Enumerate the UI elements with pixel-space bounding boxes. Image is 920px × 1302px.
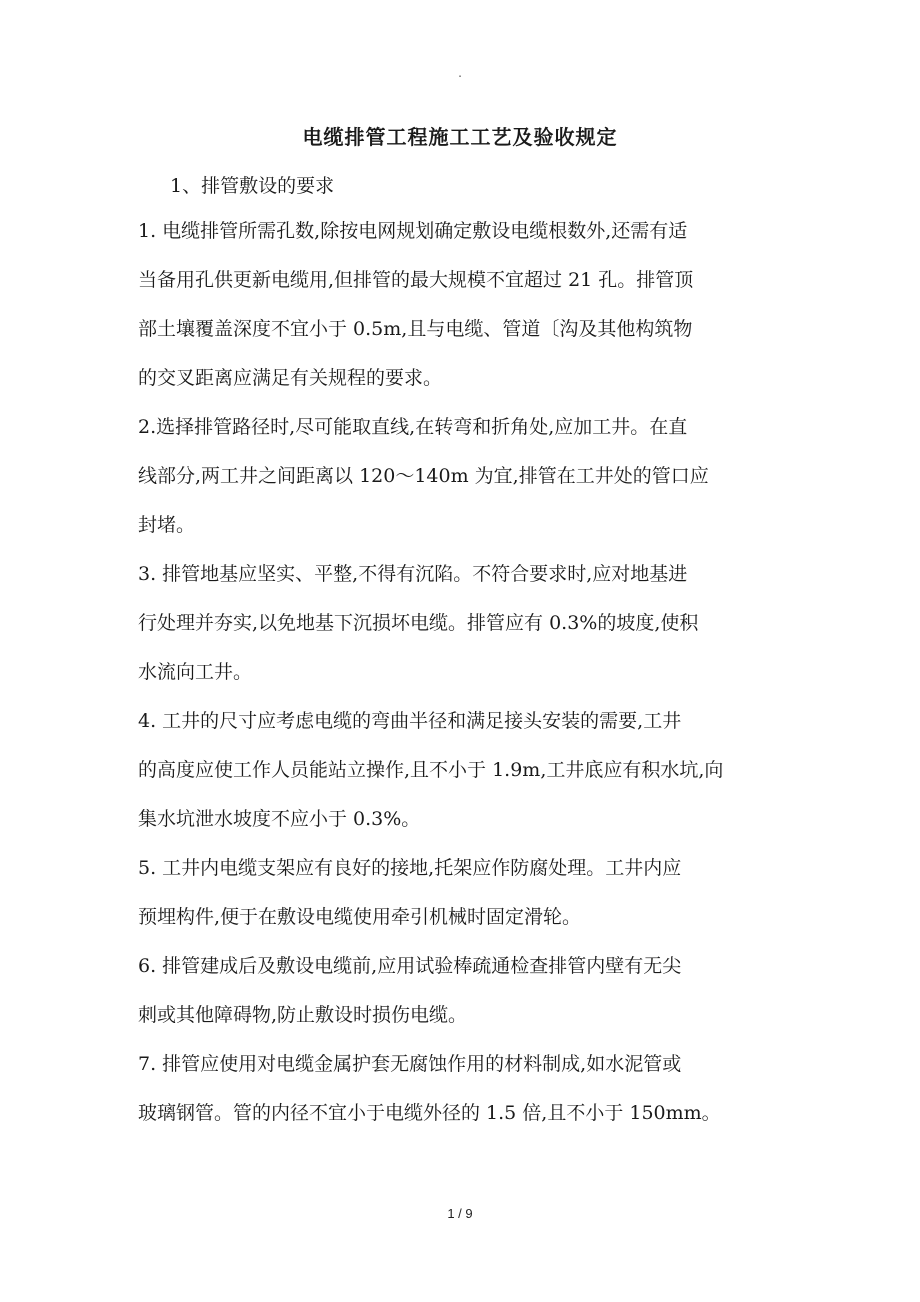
body-line: 线部分,两工井之间距离以 120～140m 为宜,排管在工井处的管口应 [138, 465, 709, 487]
body-line: 封堵。 [138, 514, 196, 536]
body-line: 集水坑泄水坡度不应小于 0.3%。 [138, 808, 421, 830]
body-line: 的交叉距离应满足有关规程的要求。 [138, 367, 443, 389]
body-line: 2.选择排管路径时,尽可能取直线,在转弯和折角处,应加工井。在直 [138, 416, 688, 438]
body-line: 的高度应使工作人员能站立操作,且不小于 1.9m,工井底应有积水坑,向 [138, 759, 724, 781]
body-line: 5. 工井内电缆支架应有良好的接地,托架应作防腐处理。工井内应 [138, 857, 682, 879]
header-mark: . [458, 66, 462, 80]
section-heading: 1、排管敷设的要求 [170, 175, 335, 197]
document-title: 电缆排管工程施工工艺及验收规定 [302, 125, 618, 149]
page-number: 1 / 9 [447, 1206, 473, 1221]
body-line: 行处理并夯实,以免地基下沉损坏电缆。排管应有 0.3%的坡度,使积 [138, 612, 699, 634]
body-line: 刺或其他障碍物,防止敷设时损伤电缆。 [138, 1004, 468, 1026]
document-body [138, 217, 818, 1148]
body-line: 玻璃钢管。管的内径不宜小于电缆外径的 1.5 倍,且不小于 150mm。 [138, 1102, 721, 1124]
body-line: 4. 工井的尺寸应考虑电缆的弯曲半径和满足接头安装的需要,工井 [138, 710, 682, 732]
body-line: 水流向工井。 [138, 661, 253, 683]
body-line: 1. 电缆排管所需孔数,除按电网规划确定敷设电缆根数外,还需有适 [138, 220, 688, 242]
body-line: 7. 排管应使用对电缆金属护套无腐蚀作用的材料制成,如水泥管或 [138, 1053, 682, 1075]
body-line: 预埋构件,便于在敷设电缆使用牵引机械时固定滑轮。 [138, 906, 582, 928]
body-line: 3. 排管地基应坚实、平整,不得有沉陷。不符合要求时,应对地基进 [138, 563, 688, 585]
body-line: 6. 排管建成后及敷设电缆前,应用试验棒疏通检查排管内壁有无尖 [138, 955, 682, 977]
body-line: 当备用孔供更新电缆用,但排管的最大规模不宜超过 21 孔。排管顶 [138, 269, 694, 291]
body-line: 部土壤覆盖深度不宜小于 0.5m,且与电缆、管道〔沟及其他构筑物 [138, 318, 693, 340]
